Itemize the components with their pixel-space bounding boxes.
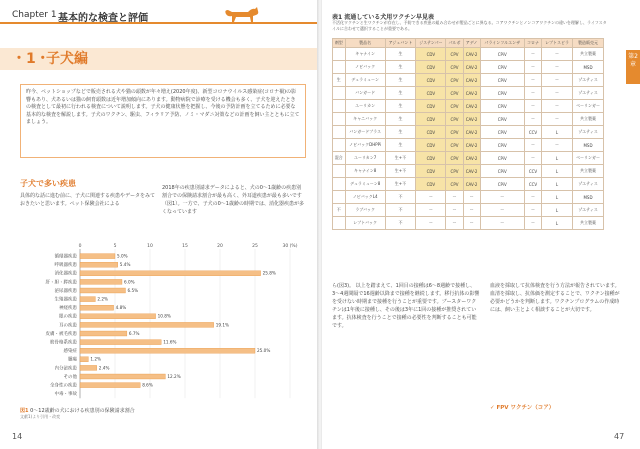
category-label: 循環器疾患 <box>54 254 77 260</box>
table-cell: ー <box>542 74 573 87</box>
figure-caption <box>20 407 306 414</box>
table-cell: CCV <box>524 126 541 139</box>
dog-silhouette-icon <box>222 4 260 24</box>
bar <box>80 314 156 319</box>
table-cell: ー <box>524 204 541 217</box>
table-cell: ー <box>524 139 541 152</box>
data-label: 1.2% <box>90 356 102 362</box>
data-label: 6.0% <box>124 279 135 285</box>
table-cell: 共立製薬 <box>572 48 603 61</box>
data-label: 12.2% <box>167 373 181 379</box>
table-cell: ー <box>524 217 541 230</box>
table-cell: CAV-2 <box>463 165 480 178</box>
table-cell: CDV <box>416 178 446 191</box>
section-number: ・1・ <box>12 51 50 67</box>
table-cell: 生 <box>385 87 416 100</box>
data-label: 10.8% <box>157 313 171 319</box>
table-cell: CPiV <box>480 87 524 100</box>
table-cell: CPiV <box>480 74 524 87</box>
chapter-number: Chapter 1 <box>12 10 57 20</box>
table-header-cell: レプトスピラ <box>542 39 573 48</box>
data-label: 5.0% <box>117 253 128 259</box>
category-label: 中毒・事故 <box>54 392 77 398</box>
table-cell: CDV <box>416 74 446 87</box>
table-cell: CPV <box>446 152 463 165</box>
table-cell <box>333 139 346 152</box>
table-cell: 不 <box>333 204 346 217</box>
table-cell: ベーリンガー <box>572 100 603 113</box>
bar <box>80 305 114 310</box>
table-cell: デュラミューン8 <box>345 178 385 191</box>
table-cell: CDV <box>416 165 446 178</box>
table-row <box>333 191 604 204</box>
table-cell <box>333 48 346 61</box>
table-cell: CPiV <box>480 48 524 61</box>
data-label: 4.8% <box>115 305 127 311</box>
table-cell: ラブバック <box>345 204 385 217</box>
table-cell: ー <box>524 87 541 100</box>
table-cell: CDV <box>416 152 446 165</box>
x-tick-label: 0 <box>78 244 82 249</box>
bar <box>80 331 127 336</box>
bar <box>80 288 126 293</box>
category-label: 泌尿器疾患 <box>54 288 77 294</box>
table-cell: ー <box>416 191 446 204</box>
table-cell <box>333 100 346 113</box>
table-cell: CPiV <box>480 61 524 74</box>
table-cell: ー <box>480 204 524 217</box>
data-label: 19.1% <box>215 322 230 328</box>
bar <box>80 357 88 362</box>
table-cell: CDV <box>416 139 446 152</box>
table-cell <box>333 126 346 139</box>
table-cell: CPV <box>446 165 463 178</box>
table-cell: キャナイン <box>345 48 385 61</box>
data-label: 8.6% <box>142 382 153 388</box>
table-cell: CAV-2 <box>463 152 480 165</box>
table-cell: CPV <box>446 48 463 61</box>
table-cell: ー <box>446 191 463 204</box>
table-row <box>333 113 604 126</box>
table-header-cell: 製品名 <box>345 39 385 48</box>
table-cell: ー <box>524 191 541 204</box>
table-cell: CPV <box>446 74 463 87</box>
data-label: 2.4% <box>98 365 110 371</box>
vaccine-table <box>332 38 604 230</box>
table-cell: ノビバックDHPPi <box>345 139 385 152</box>
table-header-cell: アジュバント <box>385 39 416 48</box>
table-body <box>333 48 604 230</box>
page-number-right: 47 <box>614 432 625 441</box>
page-number-left: 14 <box>12 432 23 441</box>
table-header-cell: 剤型 <box>333 39 346 48</box>
table-cell: 生 <box>385 100 416 113</box>
table-cell: L <box>542 191 573 204</box>
table-row <box>333 100 604 113</box>
table-cell: ー <box>524 61 541 74</box>
bar <box>80 322 214 327</box>
table-cell: 不 <box>385 204 416 217</box>
table-cell: CAV-2 <box>463 100 480 113</box>
table-cell: CPiV <box>480 100 524 113</box>
table-cell: CAV-2 <box>463 48 480 61</box>
table-cell <box>333 113 346 126</box>
table-cell: CDV <box>416 48 446 61</box>
table-cell: 生+不 <box>385 178 416 191</box>
table-cell: 生 <box>385 61 416 74</box>
table-cell: CAV-2 <box>463 139 480 152</box>
chapter-rule <box>0 22 318 24</box>
table-cell: CAV-2 <box>463 87 480 100</box>
category-label: 肝・胆・膵疾患 <box>45 280 77 286</box>
chapter-title: 基本的な検査と評価 <box>58 13 148 24</box>
table-note: 不活化ワクチンと生ワクチンが存在し、予防できる疾患の組み合わせが製品ごとに異なる。コアワクチンとノンコアワクチンの違いを理解し、ライフスタイルに合わせて選択することが重要である。 <box>332 20 607 31</box>
bar <box>80 271 261 276</box>
bar <box>80 374 165 379</box>
table-cell: キャナイン8 <box>345 165 385 178</box>
table-cell <box>333 165 346 178</box>
table-cell: ゾエティス <box>572 178 603 191</box>
bar <box>80 262 118 267</box>
table-cell: ー <box>463 191 480 204</box>
table-cell: ー <box>463 217 480 230</box>
data-label: 2.2% <box>97 296 109 302</box>
table-cell: ー <box>542 61 573 74</box>
table-cell: ベーリンガー <box>572 152 603 165</box>
bar <box>80 254 115 259</box>
table-cell: L <box>542 178 573 191</box>
table-cell: CAV-2 <box>463 61 480 74</box>
table-cell: CPV <box>446 61 463 74</box>
bar <box>80 365 97 370</box>
data-label: 25.8% <box>262 270 276 276</box>
table-row <box>333 48 604 61</box>
x-tick-label: 20 <box>217 244 223 249</box>
table-cell: バンガード <box>345 87 385 100</box>
body-text-right-left-column: ら(図3)。 以上を踏まえて、1回目の接種は6〜8週齢で接種し、3〜4週間隔で16週齢以降まで接種を継続します。移行抗体の影響を受けない時期まで接種を行うことが重要です。ブースターワクチンは1年後に接種し、その後は3年に1回の接種が推奨されています。抗体検査を行うことで接種の必要性を判断することも可能です。 <box>332 283 480 329</box>
table-cell <box>333 178 346 191</box>
table-cell: CPiV <box>480 152 524 165</box>
category-label: 眼の疾患 <box>59 314 77 320</box>
table-cell: L <box>542 126 573 139</box>
category-label: 腫瘍 <box>68 357 77 363</box>
table-cell: CPV <box>446 126 463 139</box>
table-cell: CAV-2 <box>463 74 480 87</box>
data-label: 5.4% <box>119 262 131 268</box>
table-cell: 不 <box>385 191 416 204</box>
table-header-cell: ジステンパー <box>416 39 446 48</box>
table-cell: MSD <box>572 61 603 74</box>
table-caption: 表1 流通している犬用ワクチン早見表 <box>332 14 434 21</box>
table-cell: ー <box>416 217 446 230</box>
table-header-cell: パラインフルエンザ <box>480 39 524 48</box>
body-text-right: 2018年の疾患別請求データによると、犬の0〜1歳齢の疾患別割合での保険請求割合が最も高く、外耳道疾患が最も多いです（図1）。一方で、子犬の0〜1歳齢の時期では、消化器疾患が多くなっています <box>162 185 304 215</box>
table-row <box>333 61 604 74</box>
table-cell: ー <box>480 217 524 230</box>
table-cell: ー <box>446 217 463 230</box>
fpv-vaccine-heading: ✓ FPV ワクチン（コア） <box>490 405 555 411</box>
table-cell: ー <box>524 113 541 126</box>
table-cell: 生 <box>385 113 416 126</box>
table-cell: ー <box>542 139 573 152</box>
category-label: 消化器疾患 <box>54 271 77 277</box>
bar <box>80 348 255 353</box>
table-cell: CPV <box>446 178 463 191</box>
table-cell: 共立製薬 <box>572 217 603 230</box>
table-cell: キャニバック <box>345 113 385 126</box>
category-label: 生殖器疾患 <box>54 297 77 303</box>
table-cell: L <box>542 165 573 178</box>
x-tick-label: 30 (%) <box>282 244 298 249</box>
table-row <box>333 74 604 87</box>
table-cell: CPV <box>446 87 463 100</box>
table-row <box>333 165 604 178</box>
table-row <box>333 87 604 100</box>
figure-label: 図1 <box>20 408 29 414</box>
table-cell: ー <box>446 204 463 217</box>
table-cell: ー <box>480 191 524 204</box>
chapter-side-tab: 第2章 <box>626 50 640 84</box>
category-label: 内分泌疾患 <box>54 366 77 372</box>
table-cell: CPiV <box>480 139 524 152</box>
table-cell: CDV <box>416 61 446 74</box>
figure-caption-text: 0〜12歳齢の犬における疾患別の保険請求割合 <box>30 408 135 414</box>
table-header-row <box>333 39 604 48</box>
x-tick-label: 10 <box>147 244 153 249</box>
category-label: 耳の疾患 <box>59 323 77 329</box>
bar <box>80 383 140 388</box>
table-cell: ユーリカン <box>345 100 385 113</box>
table-cell: ユーリカン7 <box>345 152 385 165</box>
table-cell: ー <box>524 74 541 87</box>
table-header-cell: アデノ <box>463 39 480 48</box>
table-cell: 生 <box>385 139 416 152</box>
table-cell: CAV-2 <box>463 126 480 139</box>
left-page <box>0 0 318 449</box>
table-row <box>333 204 604 217</box>
table-cell: ー <box>463 204 480 217</box>
table-cell: CPV <box>446 113 463 126</box>
table-cell: CPiV <box>480 113 524 126</box>
bar <box>80 297 95 302</box>
table-cell: 不 <box>385 217 416 230</box>
table-cell: ノビバックL4 <box>345 191 385 204</box>
data-label: 11.6% <box>163 339 177 345</box>
table-cell: ゾエティス <box>572 204 603 217</box>
table-cell: CPV <box>446 100 463 113</box>
table-cell: CAV-2 <box>463 178 480 191</box>
table-cell <box>333 217 346 230</box>
x-tick-label: 5 <box>113 244 117 249</box>
right-page <box>322 0 640 449</box>
table-row <box>333 139 604 152</box>
category-label: 感染症 <box>63 349 77 355</box>
table-cell: ー <box>524 48 541 61</box>
table-cell: 混合 <box>333 152 346 165</box>
table-cell: ー <box>542 87 573 100</box>
table-cell: ゾエティス <box>572 74 603 87</box>
section-heading <box>0 44 318 74</box>
table-cell: ー <box>524 152 541 165</box>
category-label: その他 <box>63 374 77 380</box>
subheading-common-diseases: 子犬で多い疾患 <box>20 179 76 188</box>
table-header-cell: 製造販売元 <box>572 39 603 48</box>
table-cell: ー <box>542 100 573 113</box>
table-row <box>333 126 604 139</box>
category-label: 皮膚・被毛疾患 <box>45 331 77 337</box>
x-tick-label: 25 <box>252 244 258 249</box>
table-cell: CPiV <box>480 178 524 191</box>
table-cell: L <box>542 217 573 230</box>
table-cell: CDV <box>416 100 446 113</box>
disease-bar-chart <box>20 240 306 406</box>
table-cell: CDV <box>416 87 446 100</box>
table-cell: 生+不 <box>385 165 416 178</box>
table-cell <box>333 61 346 74</box>
table-cell: CAV-2 <box>463 113 480 126</box>
table-cell <box>333 87 346 100</box>
table-cell: ー <box>524 100 541 113</box>
table-cell: 生 <box>385 126 416 139</box>
table-row <box>333 178 604 191</box>
table-cell: MSD <box>572 139 603 152</box>
table-cell: 共立製薬 <box>572 165 603 178</box>
category-label: 全身性の疾患 <box>50 383 77 389</box>
table-cell: レプトバック <box>345 217 385 230</box>
table-row <box>333 217 604 230</box>
table-header-cell: コロナ <box>524 39 541 48</box>
table-cell: 共立製薬 <box>572 113 603 126</box>
table-cell: デュラミューン <box>345 74 385 87</box>
category-label: 筋骨格系疾患 <box>50 340 77 346</box>
data-label: 6.7% <box>128 330 140 336</box>
table-cell: 生 <box>385 48 416 61</box>
intro-box: 昨今、ペットショップなどで販売される犬や猫の頭数が年々増え(2020年度)、新型コロナウイルス感染症(コロナ禍)の影響もあり、犬あるいは猫の飼育頭数は近年増加傾向にあります。動物病院で診療を受ける機会も多く、子犬を迎えたときの検査として最初に行われる検査について説明します。子犬の健康状態を把握し、今後の予防計画を立てるために必要な基本的な検査を解説します。子犬のワクチン、駆虫、フィラリア予防、ノミ・マダニ対策などの計画を飼い主とともに立てましょう。 <box>20 84 306 158</box>
table-cell: 生+不 <box>385 152 416 165</box>
category-label: 呼吸器疾患 <box>54 263 77 269</box>
table-cell: CPV <box>446 139 463 152</box>
bar <box>80 279 122 284</box>
table-cell: CPiV <box>480 126 524 139</box>
table-cell: ゾエティス <box>572 87 603 100</box>
table-row <box>333 152 604 165</box>
table-cell: CDV <box>416 126 446 139</box>
category-label: 神経疾患 <box>59 306 77 312</box>
figure-note: 文献1)より引用・改変 <box>20 414 61 419</box>
table-cell: CCV <box>524 178 541 191</box>
table-cell: ー <box>416 204 446 217</box>
x-tick-label: 15 <box>182 244 188 249</box>
data-label: 6.5% <box>127 287 139 293</box>
data-label: 25.0% <box>257 348 271 354</box>
table-cell: 生 <box>333 74 346 87</box>
table-cell: CDV <box>416 113 446 126</box>
chapter-header <box>0 0 318 30</box>
table-cell: ノビバック <box>345 61 385 74</box>
table-cell: MSD <box>572 191 603 204</box>
table-cell: CPiV <box>480 165 524 178</box>
table-cell <box>333 191 346 204</box>
table-header-cell: パルボ <box>446 39 463 48</box>
table-cell: ー <box>542 113 573 126</box>
table-cell: L <box>542 152 573 165</box>
table-cell: 生 <box>385 74 416 87</box>
table-cell: ー <box>542 48 573 61</box>
table-cell: L <box>542 204 573 217</box>
table-cell: ゾエティス <box>572 126 603 139</box>
body-text-left: 具体的な話に進む前に、子犬に関連する疾患やデータをみておきたいと思います。ペット保険会社による <box>20 193 156 207</box>
bar <box>80 340 161 345</box>
table-cell: バンガードプラス <box>345 126 385 139</box>
table-cell: CCV <box>524 165 541 178</box>
section-title: 子犬編 <box>46 51 88 67</box>
body-text-right-right-column: 血液を採取して抗体検査を行う方法が報告されています。血清を採取し、抗体価を測定することで、ワクチン接種が必要かどうかを判断します。ワクチンプログラムの作成時には、飼い主とよく相談することが大切です。 <box>490 283 620 313</box>
